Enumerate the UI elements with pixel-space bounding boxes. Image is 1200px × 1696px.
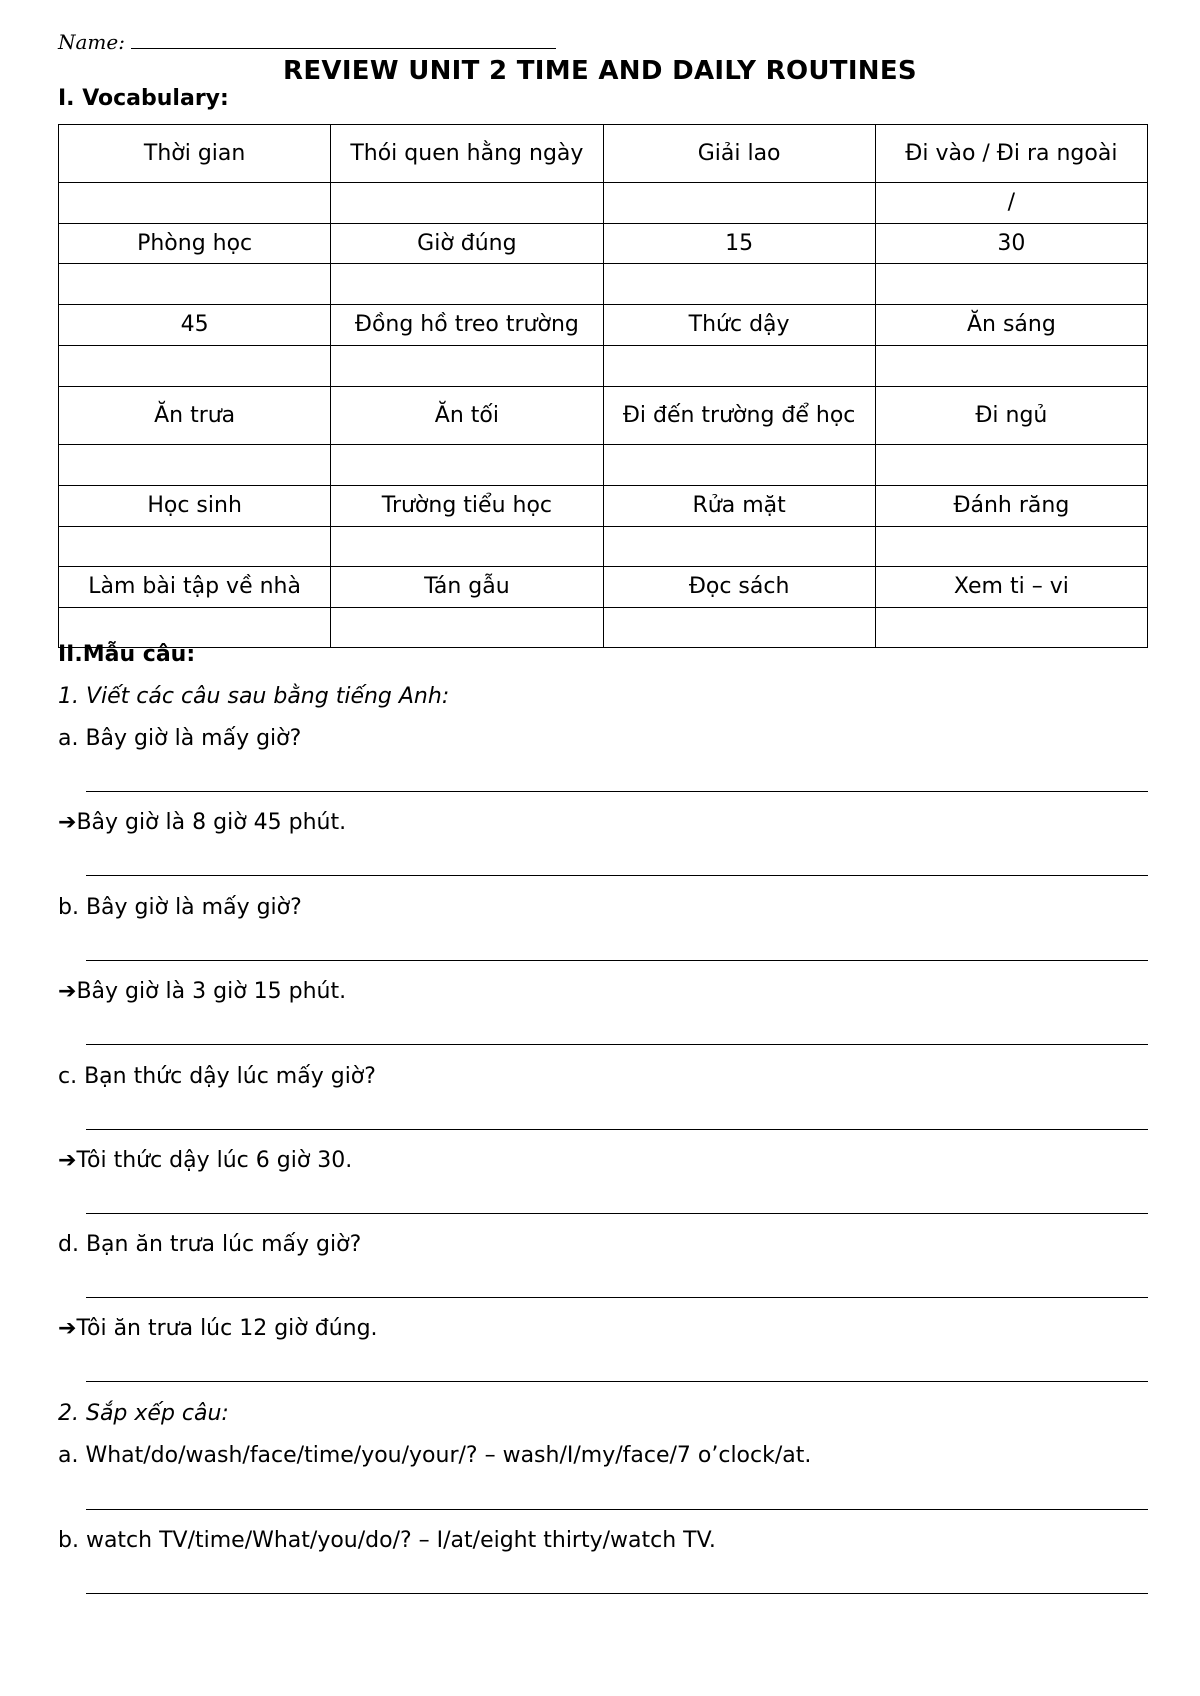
answer-line[interactable] — [86, 791, 1148, 792]
answer-line[interactable] — [86, 960, 1148, 961]
table-cell: Đồng hồ treo trường — [331, 305, 603, 346]
sentence-patterns-heading: II.Mẫu câu: — [58, 642, 196, 667]
answer-cell[interactable] — [603, 608, 875, 648]
table-row — [59, 264, 1148, 305]
answer-cell[interactable] — [603, 527, 875, 567]
answer-cell[interactable] — [59, 183, 331, 224]
question-text: d. Bạn ăn trưa lúc mấy giờ? — [58, 1232, 362, 1257]
table-row — [59, 445, 1148, 486]
answer-cell[interactable] — [59, 264, 331, 305]
answer-cell[interactable] — [603, 264, 875, 305]
reorder-text: b. watch TV/time/What/you/do/? – I/at/eight thirty/watch TV. — [58, 1528, 716, 1553]
table-cell: Làm bài tập về nhà — [59, 567, 331, 608]
answer-line[interactable] — [86, 1129, 1148, 1130]
table-row — [59, 608, 1148, 648]
table-cell: Phòng học — [59, 224, 331, 264]
table-cell: 15 — [603, 224, 875, 264]
answer-line[interactable] — [86, 1213, 1148, 1214]
prompt-text: Bây giờ là 8 giờ 45 phút. — [76, 810, 347, 835]
answer-cell[interactable] — [59, 527, 331, 567]
answer-cell[interactable] — [875, 445, 1147, 486]
reorder-text: a. What/do/wash/face/time/you/your/? – wash/I/my/face/7 o’clock/at. — [58, 1443, 812, 1468]
table-cell: Đánh răng — [875, 486, 1147, 527]
reorder-item-a — [58, 1443, 811, 1468]
table-row — [59, 486, 1148, 527]
table-cell: 45 — [59, 305, 331, 346]
table-cell: Đọc sách — [603, 567, 875, 608]
question-c — [58, 1064, 376, 1089]
answer-line[interactable] — [86, 1509, 1148, 1510]
table-cell: Rửa mặt — [603, 486, 875, 527]
answer-cell[interactable] — [603, 445, 875, 486]
table-cell: Ăn tối — [331, 387, 603, 445]
answer-prompt-c — [58, 1148, 352, 1173]
vocabulary-table — [58, 124, 1148, 648]
table-row — [59, 346, 1148, 387]
question-a — [58, 726, 301, 751]
table-row — [59, 527, 1148, 567]
arrow-right-icon: ➔ — [58, 979, 77, 1004]
answer-cell[interactable] — [331, 527, 603, 567]
table-row — [59, 125, 1148, 183]
table-row — [59, 224, 1148, 264]
name-blank-line[interactable] — [131, 34, 556, 49]
table-row — [59, 305, 1148, 346]
vocabulary-heading: I. Vocabulary: — [58, 86, 229, 111]
answer-cell[interactable] — [59, 445, 331, 486]
prompt-text: Tôi ăn trưa lúc 12 giờ đúng. — [76, 1316, 378, 1341]
answer-cell[interactable] — [875, 608, 1147, 648]
table-cell: Đi vào / Đi ra ngoài — [875, 125, 1147, 183]
table-cell: Thức dậy — [603, 305, 875, 346]
answer-cell[interactable] — [59, 346, 331, 387]
question-d — [58, 1232, 361, 1257]
answer-cell[interactable] — [331, 445, 603, 486]
answer-cell[interactable] — [331, 264, 603, 305]
table-cell: Tán gẫu — [331, 567, 603, 608]
answer-cell[interactable] — [875, 527, 1147, 567]
table-cell: Giải lao — [603, 125, 875, 183]
answer-cell[interactable]: / — [875, 183, 1147, 224]
answer-line[interactable] — [86, 1381, 1148, 1382]
answer-prompt-d — [58, 1316, 378, 1341]
table-row — [59, 387, 1148, 445]
answer-cell[interactable] — [331, 346, 603, 387]
answer-cell[interactable] — [331, 608, 603, 648]
prompt-text: Bây giờ là 3 giờ 15 phút. — [76, 979, 347, 1004]
table-cell: 30 — [875, 224, 1147, 264]
table-cell: Giờ đúng — [331, 224, 603, 264]
answer-line[interactable] — [86, 1297, 1148, 1298]
answer-line[interactable] — [86, 1593, 1148, 1594]
arrow-right-icon: ➔ — [58, 1148, 77, 1173]
name-label: Name: — [58, 30, 125, 54]
table-cell: Trường tiểu học — [331, 486, 603, 527]
question-text: b. Bây giờ là mấy giờ? — [58, 895, 302, 920]
answer-cell[interactable] — [603, 346, 875, 387]
arrow-right-icon: ➔ — [58, 1316, 77, 1341]
table-cell: Đi đến trường để học — [603, 387, 875, 445]
prompt-text: Tôi thức dậy lúc 6 giờ 30. — [76, 1148, 353, 1173]
page-title: REVIEW UNIT 2 TIME AND DAILY ROUTINES — [283, 56, 917, 86]
answer-cell[interactable] — [331, 183, 603, 224]
table-cell: Thói quen hằng ngày — [331, 125, 603, 183]
table-row — [59, 567, 1148, 608]
table-row — [59, 183, 1148, 224]
answer-cell[interactable] — [875, 346, 1147, 387]
answer-line[interactable] — [86, 1044, 1148, 1045]
answer-prompt-b — [58, 979, 346, 1004]
question-text: a. Bây giờ là mấy giờ? — [58, 726, 302, 751]
reorder-item-b — [58, 1528, 716, 1553]
table-cell: Xem ti – vi — [875, 567, 1147, 608]
table-cell: Ăn trưa — [59, 387, 331, 445]
arrow-right-icon: ➔ — [58, 810, 77, 835]
table-cell: Đi ngủ — [875, 387, 1147, 445]
part1-heading: 1. Viết các câu sau bằng tiếng Anh: — [58, 684, 450, 709]
question-b — [58, 895, 302, 920]
table-cell: Thời gian — [59, 125, 331, 183]
table-cell: Học sinh — [59, 486, 331, 527]
part2-heading: 2. Sắp xếp câu: — [58, 1401, 229, 1426]
answer-line[interactable] — [86, 875, 1148, 876]
answer-cell[interactable] — [875, 264, 1147, 305]
question-text: c. Bạn thức dậy lúc mấy giờ? — [58, 1064, 376, 1089]
answer-prompt-a — [58, 810, 346, 835]
name-field-row — [58, 30, 556, 54]
table-cell: Ăn sáng — [875, 305, 1147, 346]
answer-cell[interactable] — [603, 183, 875, 224]
